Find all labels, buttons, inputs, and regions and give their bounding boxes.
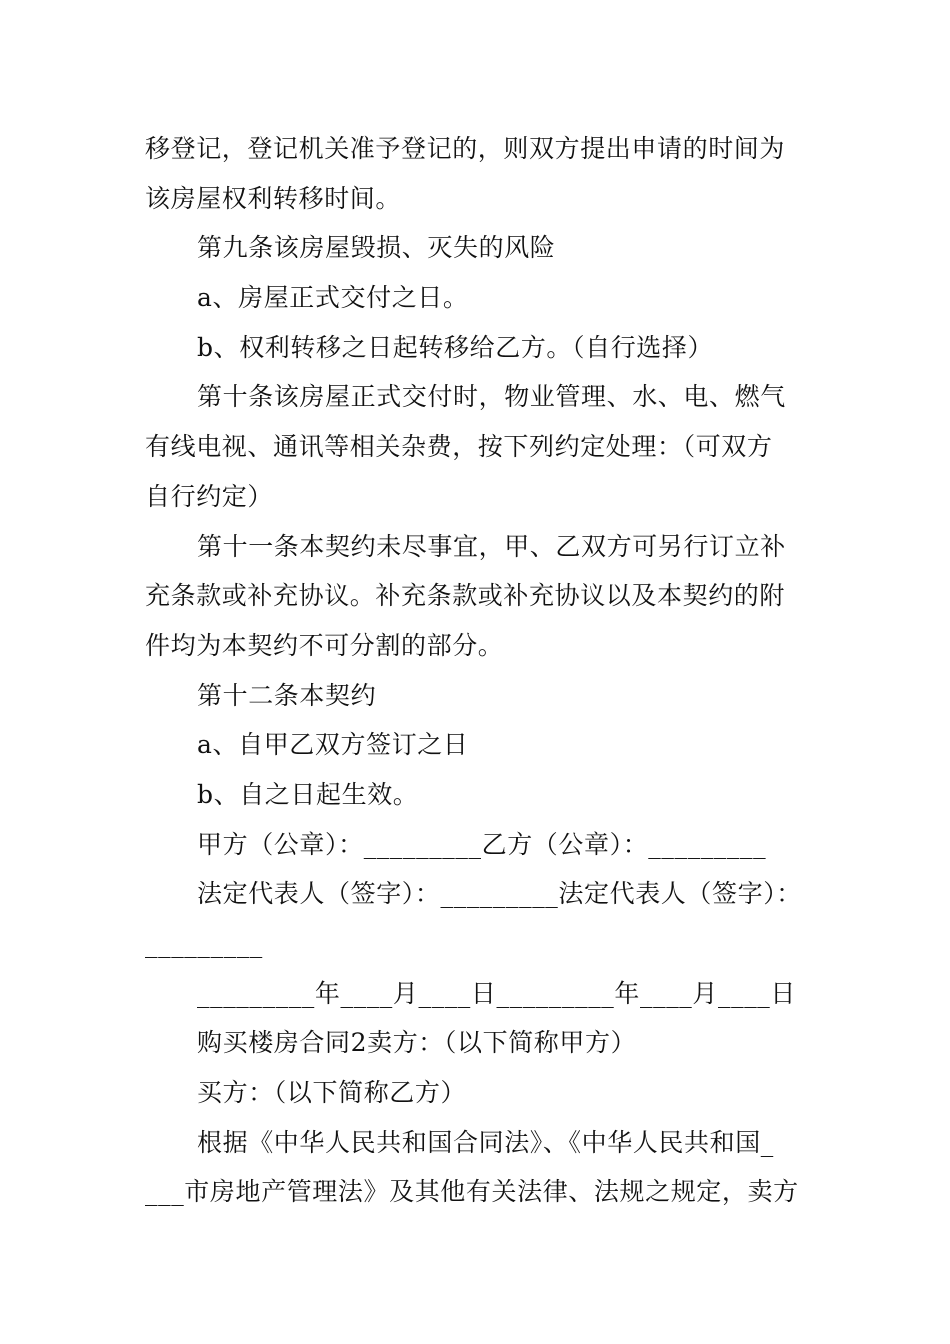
article-11-paragraph: 第十一条本契约未尽事宜，甲、乙双方可另行订立补: [197, 531, 786, 561]
date-line: _________年____月____日_________年____月____日: [197, 978, 797, 1008]
article-12-option-b: b、自之日起生效。: [197, 779, 419, 809]
article-10-paragraph: 第十条该房屋正式交付时，物业管理、水、电、燃气: [197, 382, 786, 412]
text-line: 有线电视、通讯等相关杂费，按下列约定处理：（可双方: [145, 432, 773, 462]
text-line: ___市房地产管理法》及其他有关法律、法规之规定，卖方: [145, 1177, 799, 1207]
article-9-option-a: a、房屋正式交付之日。: [197, 283, 469, 313]
contract-2-buyer: 买方：（以下简称乙方）: [197, 1078, 467, 1108]
article-9-heading: 第九条该房屋毁损、灭失的风险: [197, 233, 556, 263]
text-line: 充条款或补充协议。补充条款或补充协议以及本契约的附: [145, 581, 786, 611]
text-line: 件均为本契约不可分割的部分。: [145, 630, 504, 660]
text-line: 移登记，登记机关准予登记的，则双方提出申请的时间为: [145, 134, 786, 163]
text-line: 该房屋权利转移时间。: [145, 183, 402, 213]
legal-basis-paragraph: 根据《中华人民共和国合同法》、《中华人民共和国_: [197, 1127, 774, 1157]
signature-line: 法定代表人（签字）：_________法定代表人（签字）：: [197, 879, 802, 909]
signature-blank: _________: [145, 929, 263, 958]
seal-line: 甲方（公章）：_________乙方（公章）：_________: [197, 829, 767, 859]
article-12-heading: 第十二条本契约: [197, 680, 377, 710]
document-body: [145, 124, 810, 1217]
article-12-option-a: a、自甲乙双方签订之日: [197, 730, 469, 760]
text-line: 自行约定）: [145, 481, 274, 511]
contract-2-seller: 购买楼房合同2卖方：（以下简称甲方）: [197, 1028, 637, 1058]
article-9-option-b: b、权利转移之日起转移给乙方。（自行选择）: [197, 332, 714, 362]
